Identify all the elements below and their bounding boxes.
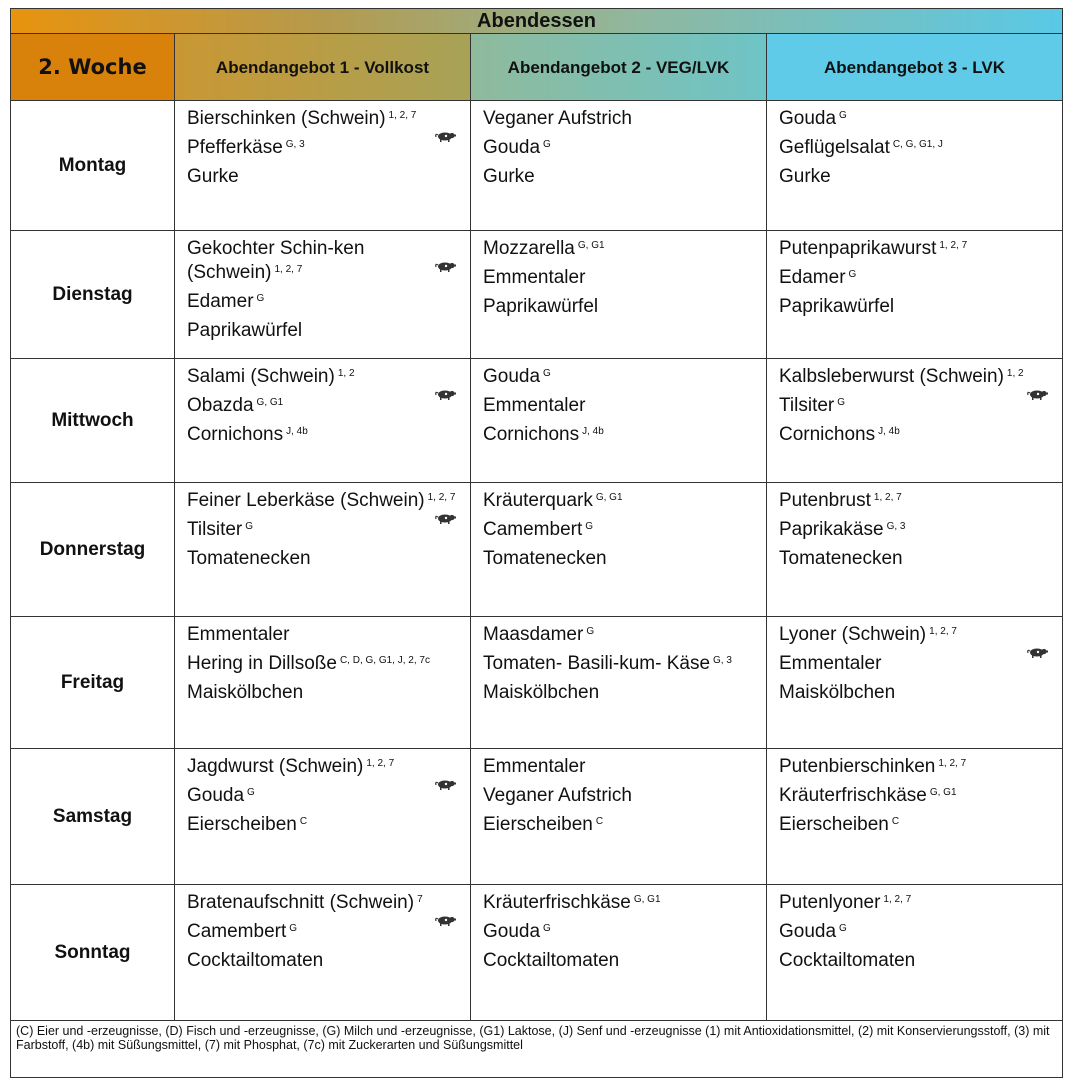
menu-cell	[471, 359, 767, 483]
menu-item-text: Kräuterquark	[483, 490, 593, 511]
menu-item	[187, 784, 462, 808]
menu-item	[483, 681, 758, 705]
menu-item	[779, 518, 1054, 542]
allergen-code: G	[543, 923, 551, 934]
allergen-code: C	[595, 816, 604, 827]
menu-item	[483, 489, 758, 513]
menu-item-text: Paprikawürfel	[187, 320, 303, 341]
menu-cell	[767, 617, 1063, 749]
menu-cell	[767, 483, 1063, 617]
day-label: Sonntag	[11, 885, 175, 1021]
menu-item-text: Edamer	[779, 267, 846, 288]
menu-item	[187, 920, 462, 944]
allergen-code: G	[839, 923, 847, 934]
menu-item-text: Tilsiter	[779, 395, 835, 416]
menu-item	[779, 755, 1054, 779]
day-label: Montag	[11, 101, 175, 231]
allergen-code: C, D, G, G1, J, 2, 7c	[339, 655, 430, 666]
menu-item-text: Cornichons	[779, 424, 876, 445]
menu-item	[187, 107, 462, 131]
allergen-code: G	[245, 521, 254, 532]
allergen-code: 1, 2, 7	[873, 492, 902, 503]
menu-item-text: Putenlyoner	[779, 892, 881, 913]
menu-item	[483, 784, 758, 808]
allergen-code: G	[543, 139, 551, 150]
menu-item	[779, 489, 1054, 513]
allergen-code: G	[256, 293, 265, 304]
allergen-code: 1, 2	[337, 368, 355, 379]
allergen-code: 1, 2, 7	[366, 758, 395, 769]
menu-item-text: Emmentaler	[483, 267, 586, 288]
day-label: Freitag	[11, 617, 175, 749]
menu-item-text: Gouda	[483, 921, 541, 942]
table-row	[11, 231, 1063, 359]
menu-item-text: Paprikakäse	[779, 519, 884, 540]
menu-cell	[471, 101, 767, 231]
menu-item-text: Cocktailtomaten	[187, 950, 324, 971]
menu-item	[187, 165, 462, 189]
menu-item-text: Jagdwurst (Schwein)	[187, 756, 364, 777]
menu-cell	[471, 617, 767, 749]
menu-item	[187, 489, 462, 513]
menu-item	[187, 623, 462, 647]
table-row	[11, 359, 1063, 483]
menu-item	[483, 623, 758, 647]
menu-item	[483, 547, 758, 571]
table-row	[11, 483, 1063, 617]
menu-item-text: Tomatenecken	[187, 548, 311, 569]
allergen-code: G	[247, 787, 255, 798]
allergen-code: 1, 2, 7	[938, 758, 967, 769]
allergen-code: 1, 2, 7	[274, 264, 303, 275]
menu-item-text: Gurke	[779, 166, 831, 187]
menu-item-text: Eierscheiben	[187, 814, 297, 835]
allergen-code: 1, 2, 7	[427, 492, 456, 503]
allergen-code: G	[848, 269, 857, 280]
allergen-code: G, G1	[595, 492, 623, 503]
menu-item	[483, 755, 758, 779]
menu-item-text: Bierschinken (Schwein)	[187, 108, 386, 129]
menu-item	[779, 295, 1054, 319]
header-offer-2: Abendangebot 2 - VEG/LVK	[471, 34, 767, 101]
menu-cell	[767, 749, 1063, 885]
menu-item	[187, 813, 462, 837]
menu-cell	[471, 231, 767, 359]
allergen-code: G, G1	[929, 787, 957, 798]
menu-item	[483, 165, 758, 189]
pig-icon	[434, 129, 456, 141]
menu-item-text: Emmentaler	[187, 624, 290, 645]
menu-item	[187, 237, 462, 285]
week-label: 2. Woche	[11, 34, 175, 101]
menu-item-text: Tomaten- Basili-kum- Käse	[483, 653, 711, 674]
menu-item-text: Obazda	[187, 395, 254, 416]
menu-item-text: Camembert	[187, 921, 287, 942]
table-row	[11, 617, 1063, 749]
allergen-code: C	[299, 816, 308, 827]
menu-item	[483, 949, 758, 973]
menu-item-text: Putenbierschinken	[779, 756, 936, 777]
day-label: Samstag	[11, 749, 175, 885]
menu-item-text: Gouda	[483, 366, 541, 387]
allergen-code: 1, 2, 7	[883, 894, 912, 905]
menu-cell	[175, 359, 471, 483]
allergen-code: G	[585, 521, 594, 532]
pig-icon	[434, 777, 456, 789]
menu-item	[187, 518, 462, 542]
menu-item	[483, 891, 758, 915]
menu-item-text: Gouda	[779, 108, 837, 129]
pig-icon	[434, 913, 456, 925]
menu-item	[483, 266, 758, 290]
menu-item	[779, 165, 1054, 189]
pig-icon	[434, 259, 456, 271]
menu-item	[779, 813, 1054, 837]
menu-item	[779, 891, 1054, 915]
menu-cell	[175, 483, 471, 617]
menu-item-text: Cocktailtomaten	[779, 950, 916, 971]
menu-item-text: Kräuterfrischkäse	[483, 892, 631, 913]
menu-item-text: Kalbsleberwurst (Schwein)	[779, 366, 1004, 387]
allergen-code: G	[839, 110, 847, 121]
table-row	[11, 101, 1063, 231]
allergen-legend: (C) Eier und -erzeugnisse, (D) Fisch und -erzeugnisse, (G) Milch und -erzeugnisse, (G1) Laktose, (J) Senf und -erzeugnisse (1) mit Antioxidationsmittel, (2) mit Konservierungsstoff, (3) mit Farbstoff, (4b) mit Süßungsmittel, (7) mit Phosphat, (7c) mit Zuckerarten und Süßungsmittel	[11, 1021, 1063, 1078]
menu-item	[187, 547, 462, 571]
menu-item	[779, 920, 1054, 944]
menu-item-text: Veganer Aufstrich	[483, 108, 632, 129]
menu-cell	[175, 749, 471, 885]
menu-item	[187, 136, 462, 160]
menu-item	[779, 949, 1054, 973]
menu-item-text: Tomatenecken	[779, 548, 903, 569]
menu-item	[779, 365, 1054, 389]
allergen-code: G, G1	[633, 894, 661, 905]
allergen-code: 7	[417, 894, 423, 905]
menu-cell	[175, 101, 471, 231]
pig-icon	[434, 511, 456, 523]
allergen-code: G, 3	[886, 521, 906, 532]
menu-item-text: Paprikawürfel	[779, 296, 895, 317]
day-label: Mittwoch	[11, 359, 175, 483]
menu-item-text: Gurke	[187, 166, 239, 187]
header-row	[11, 34, 1063, 101]
allergen-code: G, G1	[577, 240, 605, 251]
menu-item	[187, 755, 462, 779]
menu-item	[779, 107, 1054, 131]
page-title: Abendessen	[11, 9, 1063, 34]
allergen-code: J, 4b	[582, 426, 604, 437]
allergen-code: G, 3	[285, 139, 305, 150]
allergen-code: 1, 2, 7	[388, 110, 417, 121]
menu-item	[779, 547, 1054, 571]
menu-item	[483, 394, 758, 418]
menu-item-text: Hering in Dillsoße	[187, 653, 337, 674]
menu-cell	[471, 749, 767, 885]
menu-item-text: Maiskölbchen	[187, 682, 304, 703]
header-offer-3: Abendangebot 3 - LVK	[767, 34, 1063, 101]
menu-cell	[767, 231, 1063, 359]
menu-item	[483, 237, 758, 261]
menu-item	[483, 652, 758, 676]
menu-item	[187, 423, 462, 447]
menu-item	[779, 423, 1054, 447]
pig-icon	[1026, 645, 1048, 657]
menu-item-text: Gouda	[779, 921, 837, 942]
menu-item-text: Gouda	[187, 785, 245, 806]
menu-cell	[767, 359, 1063, 483]
allergen-code: G	[586, 626, 595, 637]
allergen-code: J, 4b	[286, 426, 308, 437]
menu-item	[779, 237, 1054, 261]
title-row	[11, 9, 1063, 34]
menu-cell	[767, 101, 1063, 231]
menu-cell	[471, 885, 767, 1021]
menu-item-text: Bratenaufschnitt (Schwein)	[187, 892, 415, 913]
day-label: Dienstag	[11, 231, 175, 359]
menu-item	[483, 813, 758, 837]
pig-icon	[1026, 387, 1048, 399]
allergen-code: G	[289, 923, 298, 934]
menu-item-text: Putenpaprikawurst	[779, 238, 937, 259]
allergen-code: G, G1	[256, 397, 284, 408]
menu-cell	[767, 885, 1063, 1021]
menu-item-text: Kräuterfrischkäse	[779, 785, 927, 806]
menu-item-text: Edamer	[187, 291, 254, 312]
menu-item	[483, 107, 758, 131]
allergen-code: G	[543, 368, 551, 379]
menu-item-text: Tomatenecken	[483, 548, 607, 569]
allergen-code: C	[891, 816, 900, 827]
allergen-code: 1, 2, 7	[929, 626, 957, 637]
allergen-code: G, 3	[713, 655, 732, 666]
menu-item	[483, 136, 758, 160]
menu-item	[483, 295, 758, 319]
menu-item-text: Tilsiter	[187, 519, 243, 540]
menu-item-text: Maiskölbchen	[779, 682, 896, 703]
menu-item-text: Emmentaler	[779, 653, 882, 674]
menu-rows	[11, 101, 1063, 1021]
menu-item-text: Mozzarella	[483, 238, 575, 259]
menu-item-text: Geflügelsalat	[779, 137, 890, 158]
menu-item	[187, 290, 462, 314]
menu-item	[779, 784, 1054, 808]
menu-item-text: Cornichons	[483, 424, 580, 445]
menu-item	[187, 891, 462, 915]
menu-item-text: Salami (Schwein)	[187, 366, 335, 387]
menu-item-text: Gekochter Schin-ken (Schwein)	[187, 238, 365, 283]
menu-item-text: Eierscheiben	[779, 814, 889, 835]
menu-cell	[471, 483, 767, 617]
pig-icon	[434, 387, 456, 399]
menu-item-text: Pfefferkäse	[187, 137, 283, 158]
allergen-code: C, G, G1, J	[892, 139, 943, 150]
menu-item	[187, 394, 462, 418]
menu-item-text: Cornichons	[187, 424, 284, 445]
menu-item	[187, 949, 462, 973]
menu-item	[779, 652, 1054, 676]
menu-item-text: Feiner Leberkäse (Schwein)	[187, 490, 425, 511]
menu-item-text: Emmentaler	[483, 756, 586, 777]
menu-item-text: Lyoner (Schwein)	[779, 624, 927, 645]
menu-item-text: Gouda	[483, 137, 541, 158]
allergen-code: G	[837, 397, 846, 408]
allergen-code: 1, 2	[1006, 368, 1024, 379]
menu-cell	[175, 231, 471, 359]
allergen-code: 1, 2, 7	[939, 240, 968, 251]
day-label: Donnerstag	[11, 483, 175, 617]
table-row	[11, 749, 1063, 885]
menu-item	[187, 365, 462, 389]
menu-item	[779, 266, 1054, 290]
menu-item	[779, 136, 1054, 160]
menu-item-text: Maasdamer	[483, 624, 584, 645]
menu-item	[187, 652, 462, 676]
menu-item	[187, 319, 462, 343]
menu-item-text: Gurke	[483, 166, 535, 187]
menu-item	[779, 394, 1054, 418]
menu-cell	[175, 885, 471, 1021]
menu-item	[483, 423, 758, 447]
table-row	[11, 885, 1063, 1021]
footer-row	[11, 1021, 1063, 1078]
header-offer-1: Abendangebot 1 - Vollkost	[175, 34, 471, 101]
menu-item-text: Paprikawürfel	[483, 296, 599, 317]
menu-item-text: Veganer Aufstrich	[483, 785, 632, 806]
allergen-code: J, 4b	[878, 426, 900, 437]
menu-item-text: Emmentaler	[483, 395, 586, 416]
menu-item	[779, 681, 1054, 705]
menu-item	[483, 920, 758, 944]
menu-item-text: Cocktailtomaten	[483, 950, 620, 971]
menu-item	[187, 681, 462, 705]
menu-item	[483, 365, 758, 389]
menu-item-text: Putenbrust	[779, 490, 871, 511]
menu-table	[10, 8, 1063, 1078]
menu-cell	[175, 617, 471, 749]
menu-item-text: Eierscheiben	[483, 814, 593, 835]
menu-item-text: Maiskölbchen	[483, 682, 600, 703]
menu-item-text: Camembert	[483, 519, 583, 540]
menu-item	[779, 623, 1054, 647]
menu-item	[483, 518, 758, 542]
